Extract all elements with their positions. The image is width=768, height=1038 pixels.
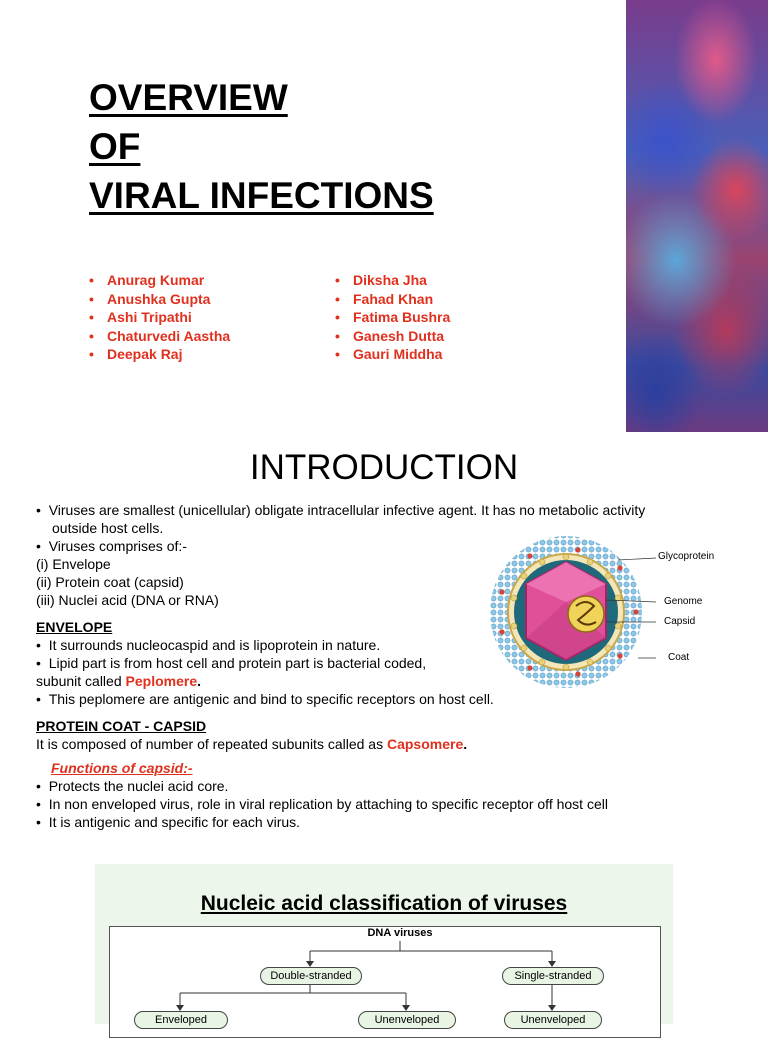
title-line-1: OVERVIEW xyxy=(89,77,288,118)
title-line-2: OF xyxy=(89,126,141,167)
capsomere-line: It is composed of number of repeated subunits called as Capsomere. xyxy=(36,736,468,752)
component-item: (iii) Nuclei acid (DNA or RNA) xyxy=(36,592,219,608)
coat-label: Coat xyxy=(668,652,690,663)
member-item: • Ashi Tripathi xyxy=(89,309,192,325)
bullet-text: • It is antigenic and specific for each virus. xyxy=(36,814,301,830)
bullet-text: • Viruses comprises of:- xyxy=(36,538,187,554)
tree-node-enveloped: Enveloped xyxy=(134,1011,228,1029)
members-list-left xyxy=(89,271,230,364)
bullet-text: • In non enveloped virus, role in viral replication by attaching to specific receptor off host cell xyxy=(36,796,608,812)
member-item: • Anurag Kumar xyxy=(89,272,205,288)
classification-slide xyxy=(95,864,673,1024)
bullet-text: • This peplomere are antigenic and bind to specific receptors on host cell. xyxy=(36,691,494,707)
component-item: (i) Envelope xyxy=(36,556,111,572)
member-item: • Diksha Jha xyxy=(335,272,427,288)
member-item: • Fatima Bushra xyxy=(335,309,451,325)
title-slide xyxy=(0,0,768,432)
decorative-blurred-image xyxy=(626,0,768,432)
bullet-text: • Viruses are smallest (unicellular) obligate intracellular infective agent. It has no metabolic activity xyxy=(36,502,646,518)
member-item: • Fahad Khan xyxy=(335,290,434,307)
member-item: • Ganesh Dutta xyxy=(335,327,445,344)
genome-label: Genome xyxy=(664,596,703,607)
intro-title: INTRODUCTION xyxy=(249,448,519,487)
tree-node-unenveloped-ss: Unenveloped xyxy=(504,1011,602,1029)
classification-title: Nucleic acid classification of viruses xyxy=(200,892,568,915)
capsid-label: Capsid xyxy=(664,616,696,627)
tree-root-label: DNA viruses xyxy=(367,927,433,939)
members-list-right xyxy=(335,271,450,364)
tree-node-double-stranded: Double-stranded xyxy=(260,967,362,985)
title-line-3: VIRAL INFECTIONS xyxy=(89,175,434,216)
bullet-text: • Protects the nuclei acid core. xyxy=(36,778,229,794)
component-item: (ii) Protein coat (capsid) xyxy=(36,574,184,590)
functions-heading: Functions of capsid:- xyxy=(51,760,193,776)
peplomere-line: subunit called Peplomere. xyxy=(36,673,201,689)
bullet-text-continued: outside host cells. xyxy=(52,520,164,536)
glycoprotein-label: Glycoprotein xyxy=(658,551,715,562)
bullet-text: • It surrounds nucleocaspid and is lipoprotein in nature. xyxy=(36,637,381,653)
member-item: • Chaturvedi Aastha xyxy=(89,327,231,344)
member-item: • Gauri Middha xyxy=(335,346,443,362)
tree-node-single-stranded: Single-stranded xyxy=(502,967,604,985)
bullet-text: • Lipid part is from host cell and protein part is bacterial coded, xyxy=(36,655,427,671)
envelope-heading: ENVELOPE xyxy=(36,619,113,635)
introduction-slide xyxy=(0,432,768,846)
capsid-heading: PROTEIN COAT - CAPSID xyxy=(36,718,207,734)
virus-structure-diagram xyxy=(490,532,730,692)
member-item: • Anushka Gupta xyxy=(89,290,211,307)
tree-node-unenveloped: Unenveloped xyxy=(358,1011,456,1029)
classification-tree xyxy=(109,926,661,1038)
member-item: • Deepak Raj xyxy=(89,346,183,362)
